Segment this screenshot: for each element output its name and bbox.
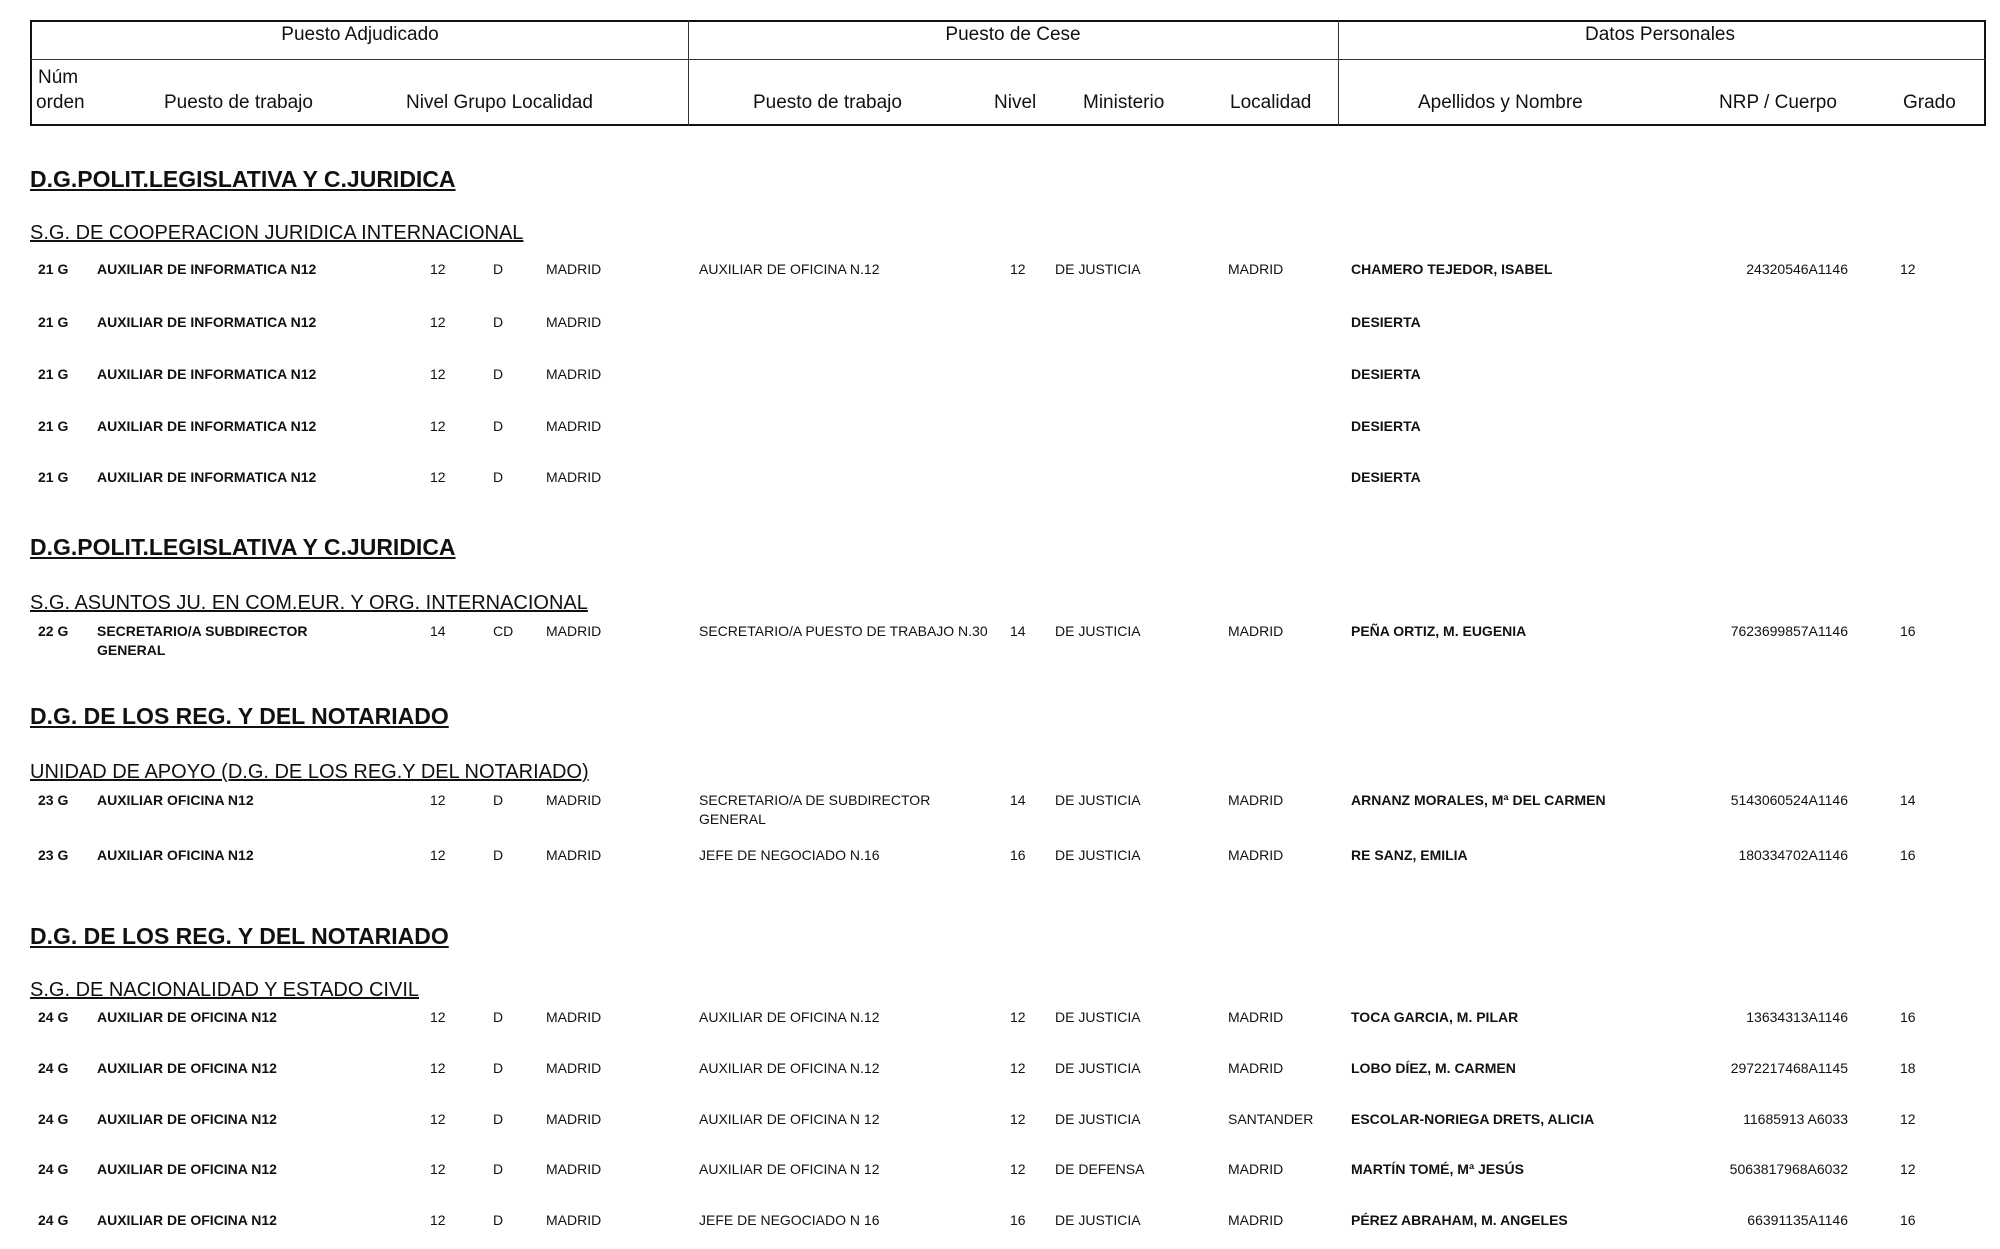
cese-nivel-cell: 14 [1010, 792, 1026, 808]
grupo-cell: CD [493, 623, 514, 639]
grupo-cell: D [493, 1111, 504, 1127]
localidad-cell: MADRID [546, 792, 602, 808]
grado-cell: 18 [1900, 1060, 1916, 1076]
ministerio-cell: DE JUSTICIA [1055, 623, 1141, 639]
cese-puesto-cell: AUXILIAR DE OFICINA N.12 [699, 261, 880, 277]
grupo-cell: D [493, 792, 504, 808]
cese-puesto-cell: SECRETARIO/A PUESTO DE TRABAJO N.30 [699, 623, 988, 639]
nrp-cell: 66391135A1146 [1747, 1212, 1848, 1228]
subsection-title: UNIDAD DE APOYO (D.G. DE LOS REG.Y DEL NOTARIADO) [30, 761, 589, 783]
cese-nivel-cell: 12 [1010, 1111, 1026, 1127]
grupo-cell: D [493, 418, 504, 434]
cese-puesto-cell: AUXILIAR DE OFICINA N.12 [699, 1060, 880, 1076]
cese-localidad-cell: MADRID [1228, 847, 1284, 863]
cese-nivel-cell: 12 [1010, 1060, 1026, 1076]
nombre-cell: LOBO DÍEZ, M. CARMEN [1351, 1060, 1516, 1076]
grado-cell: 14 [1900, 792, 1916, 808]
grupo-cell: D [493, 1060, 504, 1076]
cese-localidad-cell: MADRID [1228, 1060, 1284, 1076]
section-title: D.G. DE LOS REG. Y DEL NOTARIADO [30, 923, 449, 949]
orden-cell: 24 G [38, 1161, 69, 1177]
grupo-cell: D [493, 314, 504, 330]
puesto-cell: AUXILIAR DE OFICINA N12 [97, 1212, 277, 1228]
subsection-title: S.G. ASUNTOS JU. EN COM.EUR. Y ORG. INTERNACIONAL [30, 592, 588, 614]
header-cese-puesto: Puesto de trabajo [753, 92, 902, 113]
cese-puesto-cell: JEFE DE NEGOCIADO N 16 [699, 1212, 880, 1228]
nrp-cell: 11685913 A6033 [1743, 1111, 1848, 1127]
section-title: D.G.POLIT.LEGISLATIVA Y C.JURIDICA [30, 166, 456, 192]
localidad-cell: MADRID [546, 623, 602, 639]
grado-cell: 12 [1900, 1161, 1916, 1177]
orden-cell: 21 G [38, 366, 69, 382]
column-divider [688, 20, 689, 126]
grupo-cell: D [493, 1161, 504, 1177]
grado-cell: 12 [1900, 1111, 1916, 1127]
nombre-cell: DESIERTA [1351, 418, 1421, 434]
orden-cell: 24 G [38, 1009, 69, 1025]
grado-cell: 16 [1900, 623, 1916, 639]
localidad-cell: MADRID [546, 1212, 602, 1228]
cese-localidad-cell: SANTANDER [1228, 1111, 1314, 1127]
header-group-personales: Datos Personales [1585, 24, 1735, 45]
ministerio-cell: DE JUSTICIA [1055, 1009, 1141, 1025]
orden-cell: 24 G [38, 1111, 69, 1127]
cese-nivel-cell: 12 [1010, 261, 1026, 277]
localidad-cell: MADRID [546, 1060, 602, 1076]
puesto-cell: AUXILIAR DE OFICINA N12 [97, 1111, 277, 1127]
nombre-cell: TOCA GARCIA, M. PILAR [1351, 1009, 1519, 1025]
nombre-cell: ESCOLAR-NORIEGA DRETS, ALICIA [1351, 1111, 1595, 1127]
ministerio-cell: DE JUSTICIA [1055, 1111, 1141, 1127]
orden-cell: 24 G [38, 1060, 69, 1076]
localidad-cell: MADRID [546, 418, 602, 434]
nivel-cell: 14 [430, 623, 446, 639]
localidad-cell: MADRID [546, 1161, 602, 1177]
cese-localidad-cell: MADRID [1228, 623, 1284, 639]
orden-cell: 24 G [38, 1212, 69, 1228]
localidad-cell: MADRID [546, 469, 602, 485]
localidad-cell: MADRID [546, 366, 602, 382]
orden-cell: 21 G [38, 418, 69, 434]
grupo-cell: D [493, 1009, 504, 1025]
localidad-cell: MADRID [546, 1009, 602, 1025]
puesto-cell: AUXILIAR OFICINA N12 [97, 847, 254, 863]
nivel-cell: 12 [430, 792, 446, 808]
grado-cell: 16 [1900, 1009, 1916, 1025]
nrp-cell: 180334702A1146 [1738, 847, 1848, 863]
cese-nivel-cell: 14 [1010, 623, 1026, 639]
header-num: Núm [38, 67, 79, 88]
nrp-cell: 13634313A1146 [1746, 1009, 1848, 1025]
nrp-cell: 7623699857A1146 [1730, 623, 1848, 639]
nrp-cell: 2972217468A1145 [1730, 1060, 1848, 1076]
nivel-cell: 12 [430, 1161, 446, 1177]
ministerio-cell: DE JUSTICIA [1055, 847, 1141, 863]
puesto-cell: AUXILIAR DE OFICINA N12 [97, 1009, 277, 1025]
puesto-cell: AUXILIAR DE OFICINA N12 [97, 1060, 277, 1076]
orden-cell: 23 G [38, 847, 69, 863]
header-nrp: NRP / Cuerpo [1719, 92, 1837, 113]
nrp-cell: 24320546A1146 [1746, 261, 1848, 277]
cese-nivel-cell: 12 [1010, 1161, 1026, 1177]
cese-puesto-cell: JEFE DE NEGOCIADO N.16 [699, 847, 880, 863]
header-group-cese: Puesto de Cese [945, 24, 1081, 45]
nivel-cell: 12 [430, 469, 446, 485]
nombre-cell: PÉREZ ABRAHAM, M. ANGELES [1351, 1212, 1568, 1228]
grupo-cell: D [493, 261, 504, 277]
nivel-cell: 12 [430, 1111, 446, 1127]
header-ministerio: Ministerio [1083, 92, 1165, 113]
cese-puesto-cell: AUXILIAR DE OFICINA N 12 [699, 1111, 880, 1127]
nivel-cell: 12 [430, 1212, 446, 1228]
subsection-title: S.G. DE COOPERACION JURIDICA INTERNACIONAL [30, 222, 524, 244]
header-divider [30, 59, 1986, 60]
ministerio-cell: DE JUSTICIA [1055, 261, 1141, 277]
ministerio-cell: DE JUSTICIA [1055, 1212, 1141, 1228]
grado-cell: 16 [1900, 847, 1916, 863]
grupo-cell: D [493, 469, 504, 485]
nombre-cell: PEÑA ORTIZ, M. EUGENIA [1351, 623, 1527, 639]
cese-localidad-cell: MADRID [1228, 1212, 1284, 1228]
nombre-cell: ARNANZ MORALES, Mª DEL CARMEN [1351, 792, 1606, 808]
localidad-cell: MADRID [546, 1111, 602, 1127]
cese-localidad-cell: MADRID [1228, 1161, 1284, 1177]
section-title: D.G.POLIT.LEGISLATIVA Y C.JURIDICA [30, 534, 456, 560]
nombre-cell: DESIERTA [1351, 469, 1421, 485]
nivel-cell: 12 [430, 261, 446, 277]
cese-localidad-cell: MADRID [1228, 1009, 1284, 1025]
cese-puesto-cell: AUXILIAR DE OFICINA N 12 [699, 1161, 880, 1177]
cese-localidad-cell: MADRID [1228, 261, 1284, 277]
cese-nivel-cell: 16 [1010, 847, 1026, 863]
nivel-cell: 12 [430, 847, 446, 863]
grupo-cell: D [493, 366, 504, 382]
nombre-cell: CHAMERO TEJEDOR, ISABEL [1351, 261, 1553, 277]
nivel-cell: 12 [430, 1060, 446, 1076]
puesto-cell: AUXILIAR DE INFORMATICA N12 [97, 314, 317, 330]
grupo-cell: D [493, 847, 504, 863]
orden-cell: 21 G [38, 469, 69, 485]
header-apellidos: Apellidos y Nombre [1418, 92, 1583, 113]
nombre-cell: RE SANZ, EMILIA [1351, 847, 1468, 863]
header-group-adjudicado: Puesto Adjudicado [281, 24, 439, 45]
puesto-cell: AUXILIAR DE INFORMATICA N12 [97, 261, 317, 277]
puesto-cell: AUXILIAR DE INFORMATICA N12 [97, 418, 317, 434]
grado-cell: 16 [1900, 1212, 1916, 1228]
subsection-title: S.G. DE NACIONALIDAD Y ESTADO CIVIL [30, 979, 419, 1001]
header-cese-localidad: Localidad [1230, 92, 1312, 113]
cese-nivel-cell: 16 [1010, 1212, 1026, 1228]
nrp-cell: 5143060524A1146 [1730, 792, 1848, 808]
nivel-cell: 12 [430, 366, 446, 382]
header-grado: Grado [1903, 92, 1956, 113]
puesto-cell: AUXILIAR DE OFICINA N12 [97, 1161, 277, 1177]
nombre-cell: MARTÍN TOMÉ, Mª JESÚS [1351, 1161, 1524, 1177]
cese-puesto-cell: AUXILIAR DE OFICINA N.12 [699, 1009, 880, 1025]
puesto-cell: AUXILIAR OFICINA N12 [97, 792, 254, 808]
nivel-cell: 12 [430, 314, 446, 330]
orden-cell: 21 G [38, 314, 69, 330]
header-cese-nivel: Nivel [994, 92, 1037, 113]
ministerio-cell: DE JUSTICIA [1055, 1060, 1141, 1076]
nombre-cell: DESIERTA [1351, 314, 1421, 330]
nivel-cell: 12 [430, 1009, 446, 1025]
nivel-cell: 12 [430, 418, 446, 434]
localidad-cell: MADRID [546, 261, 602, 277]
header-orden: orden [36, 92, 85, 113]
nombre-cell: DESIERTA [1351, 366, 1421, 382]
cese-localidad-cell: MADRID [1228, 792, 1284, 808]
grado-cell: 12 [1900, 261, 1916, 277]
section-title: D.G. DE LOS REG. Y DEL NOTARIADO [30, 703, 449, 729]
ministerio-cell: DE DEFENSA [1055, 1161, 1145, 1177]
nrp-cell: 5063817968A6032 [1729, 1161, 1848, 1177]
header-nivel-grupo-localidad: Nivel Grupo Localidad [406, 92, 593, 113]
header-puesto: Puesto de trabajo [164, 92, 313, 113]
cese-puesto-cell: SECRETARIO/A DE SUBDIRECTOR GENERAL [699, 792, 931, 827]
puesto-cell: AUXILIAR DE INFORMATICA N12 [97, 469, 317, 485]
orden-cell: 22 G [38, 623, 69, 639]
puesto-cell: SECRETARIO/A SUBDIRECTOR GENERAL [97, 623, 308, 658]
orden-cell: 23 G [38, 792, 69, 808]
localidad-cell: MADRID [546, 314, 602, 330]
puesto-cell: AUXILIAR DE INFORMATICA N12 [97, 366, 317, 382]
grupo-cell: D [493, 1212, 504, 1228]
orden-cell: 21 G [38, 261, 69, 277]
cese-nivel-cell: 12 [1010, 1009, 1026, 1025]
localidad-cell: MADRID [546, 847, 602, 863]
column-divider [1338, 20, 1339, 126]
ministerio-cell: DE JUSTICIA [1055, 792, 1141, 808]
